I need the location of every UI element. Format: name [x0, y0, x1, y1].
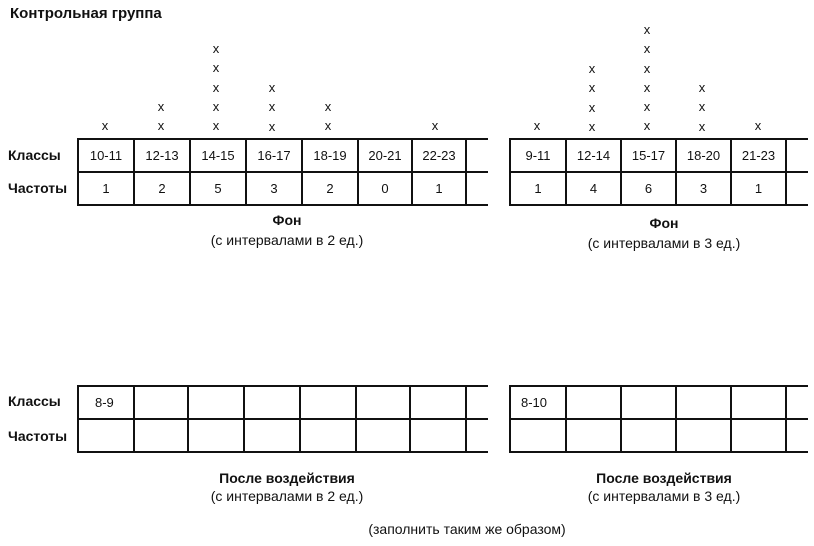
x-mark: x	[588, 80, 596, 96]
x-mark: x	[212, 98, 220, 114]
blank-cell	[134, 419, 188, 452]
x-mark: x	[698, 99, 706, 115]
page-title: Контрольная группа	[10, 5, 162, 22]
frequency-cell: 5	[190, 172, 246, 205]
blank-cell	[731, 386, 786, 419]
blank-cell	[134, 386, 188, 419]
blank-cell	[410, 386, 466, 419]
x-marks	[151, 97, 171, 136]
x-mark: x	[212, 79, 220, 95]
class-cell: 18-19	[302, 139, 358, 172]
x-marks	[582, 59, 602, 136]
frequencies-row	[78, 419, 488, 452]
x-mark: x	[588, 99, 596, 115]
caption-title-panel-c: После воздействия	[219, 470, 355, 486]
caption-sub-panel-d: (с интервалами в 3 ед.)	[587, 488, 741, 504]
blank-cell	[244, 419, 300, 452]
x-marks	[527, 116, 547, 135]
frequencies-row	[510, 419, 808, 452]
empty-table-panel-d	[509, 385, 808, 453]
x-mark: x	[212, 60, 220, 76]
blank-cell	[676, 419, 731, 452]
frequency-cell: 1	[412, 172, 466, 205]
blank-cell	[566, 386, 621, 419]
frequency-cell: 2	[134, 172, 190, 205]
class-cell: 21-23	[731, 139, 786, 172]
classes-label: Классы	[8, 393, 61, 409]
caption-title-panel-d: После воздействия	[596, 470, 732, 486]
empty-cell	[466, 172, 488, 205]
class-cell: 15-17	[621, 139, 676, 172]
class-cell: 12-14	[566, 139, 621, 172]
blank-cell	[566, 419, 621, 452]
frequencies-label: Частоты	[8, 180, 68, 196]
class-cell: 14-15	[190, 139, 246, 172]
x-mark: x	[588, 61, 596, 76]
x-marks	[692, 78, 712, 136]
x-mark: x	[268, 80, 276, 95]
class-cell: 10-11	[78, 139, 134, 172]
frequencies-row	[510, 172, 808, 205]
blank-cell	[410, 419, 466, 452]
frequency-cell: 1	[78, 172, 134, 205]
blank-cell	[300, 419, 356, 452]
x-mark: x	[754, 118, 762, 133]
blank-cell	[676, 386, 731, 419]
x-mark: x	[324, 118, 332, 134]
blank-cell	[78, 419, 134, 452]
frequency-cell: 2	[302, 172, 358, 205]
x-mark: x	[588, 118, 596, 134]
x-mark: x	[212, 41, 220, 56]
class-cell: 18-20	[676, 139, 731, 172]
frequency-cell: 4	[566, 172, 621, 205]
x-mark: x	[643, 79, 651, 95]
blank-cell	[188, 386, 244, 419]
frequency-cell: 1	[510, 172, 566, 205]
x-marks	[637, 20, 657, 136]
x-marks	[748, 116, 768, 135]
blank-cell	[356, 419, 410, 452]
caption-sub-panel-c: (с интервалами в 2 ед.)	[210, 488, 364, 504]
class-cell: 12-13	[134, 139, 190, 172]
classes-row	[510, 386, 808, 419]
x-mark: x	[698, 118, 706, 134]
empty-table-panel-c	[77, 385, 488, 453]
blank-cell	[300, 386, 356, 419]
class-cell: 8-9	[78, 386, 134, 419]
blank-cell	[786, 386, 808, 419]
x-mark: x	[533, 118, 541, 133]
caption-sub-panel-a: (с интервалами в 2 ед.)	[210, 232, 364, 248]
x-mark: x	[643, 22, 651, 37]
blank-cell	[466, 419, 488, 452]
x-mark: x	[643, 60, 651, 76]
frequency-cell: 6	[621, 172, 676, 205]
x-marks	[95, 116, 115, 135]
caption-title-panel-a: Фон	[272, 212, 302, 228]
frequency-cell: 1	[731, 172, 786, 205]
classes-row	[78, 386, 488, 419]
x-mark: x	[157, 99, 165, 114]
classes-label: Классы	[8, 147, 61, 163]
frequency-table-panel-a	[77, 138, 488, 206]
class-cell: 20-21	[358, 139, 412, 172]
classes-row	[510, 139, 808, 172]
x-marks	[206, 39, 226, 135]
x-mark: x	[698, 80, 706, 95]
blank-cell	[244, 386, 300, 419]
frequencies-label: Частоты	[8, 428, 68, 444]
class-cell: 9-11	[510, 139, 566, 172]
x-mark: x	[643, 41, 651, 57]
blank-cell	[356, 386, 410, 419]
frequency-table-panel-b	[509, 138, 808, 206]
x-mark: x	[431, 118, 439, 133]
x-mark: x	[157, 118, 165, 134]
frequency-cell: 0	[358, 172, 412, 205]
blank-cell	[621, 419, 676, 452]
blank-cell	[188, 419, 244, 452]
x-mark: x	[101, 118, 109, 133]
footer-note: (заполнить таким же образом)	[368, 521, 566, 537]
x-mark: x	[212, 118, 220, 134]
x-marks	[262, 78, 282, 136]
blank-cell	[621, 386, 676, 419]
blank-cell	[466, 386, 488, 419]
empty-cell	[786, 139, 808, 172]
classes-row	[78, 139, 488, 172]
class-cell: 16-17	[246, 139, 302, 172]
blank-cell	[510, 419, 566, 452]
empty-cell	[786, 172, 808, 205]
blank-cell	[731, 419, 786, 452]
empty-cell	[466, 139, 488, 172]
frequency-cell: 3	[676, 172, 731, 205]
x-mark: x	[324, 99, 332, 114]
x-mark: x	[643, 99, 651, 115]
class-cell: 22-23	[412, 139, 466, 172]
blank-cell	[786, 419, 808, 452]
x-marks	[318, 97, 338, 136]
x-mark: x	[268, 99, 276, 115]
x-mark: x	[268, 118, 276, 134]
class-cell: 8-10	[510, 386, 566, 419]
caption-title-panel-b: Фон	[649, 215, 679, 231]
frequency-cell: 3	[246, 172, 302, 205]
frequencies-row	[78, 172, 488, 205]
caption-sub-panel-b: (с интервалами в 3 ед.)	[587, 235, 741, 251]
x-mark: x	[643, 118, 651, 134]
x-marks	[425, 116, 445, 135]
